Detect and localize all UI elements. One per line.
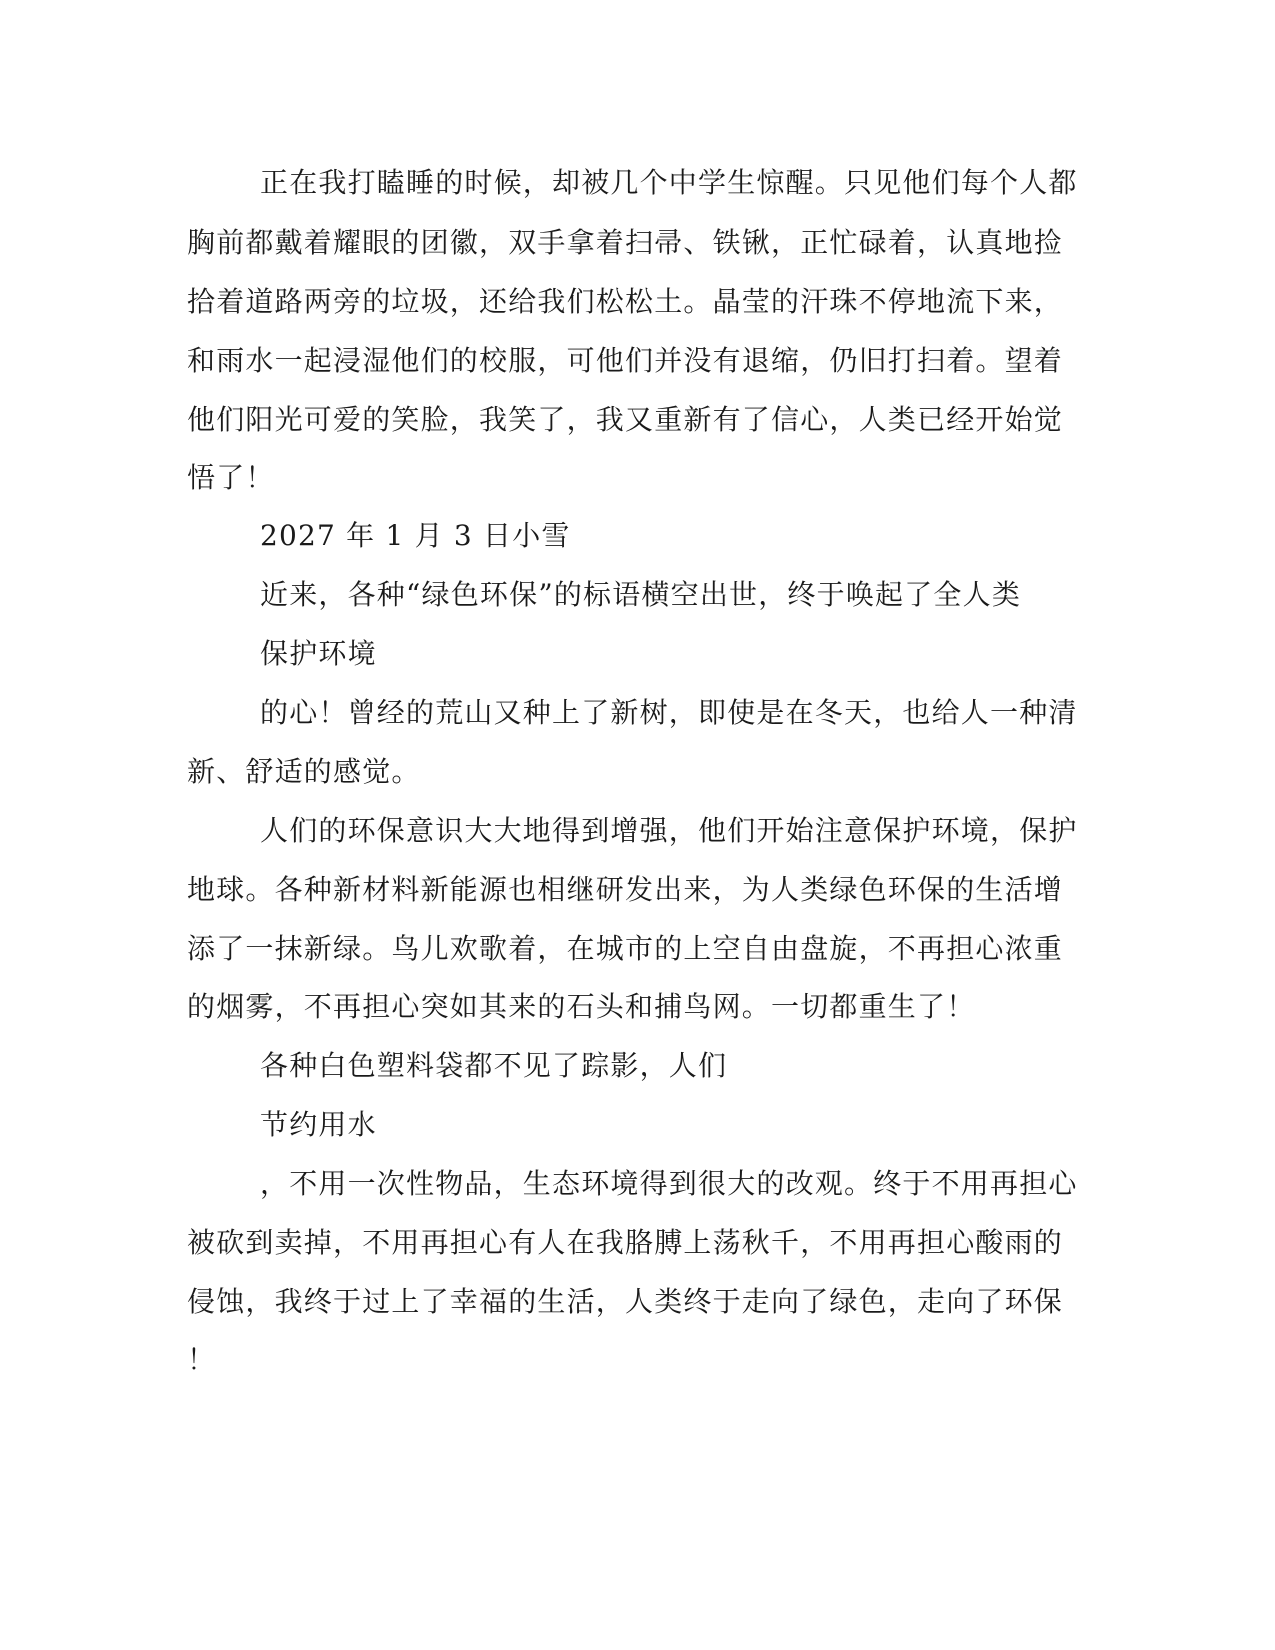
paragraph-line: 的心！曾经的荒山又种上了新树，即使是在冬天，也给人一种清: [260, 696, 1078, 729]
paragraph-line: 和雨水一起浸湿他们的校服，可他们并没有退缩，仍旧打扫着。望着: [187, 344, 1064, 377]
date-heading: 2027 年 1 月 3 日小雪: [260, 519, 571, 552]
paragraph-line: 近来，各种“绿色环保”的标语横空出世，终于唤起了全人类: [260, 578, 1022, 611]
paragraph-line: 胸前都戴着耀眼的团徽，双手拿着扫帚、铁锹，正忙碌着，认真地捡: [187, 226, 1064, 259]
paragraph-line: 正在我打瞌睡的时候，却被几个中学生惊醒。只见他们每个人都: [260, 166, 1078, 199]
paragraph-line: 地球。各种新材料新能源也相继研发出来，为人类绿色环保的生活增: [187, 873, 1064, 906]
paragraph-line: 人们的环保意识大大地得到增强，他们开始注意保护环境，保护: [260, 814, 1078, 847]
paragraph-line: 他们阳光可爱的笑脸，我笑了，我又重新有了信心，人类已经开始觉: [187, 403, 1064, 436]
paragraph-line: ，不用一次性物品，生态环境得到很大的改观。终于不用再担心: [260, 1167, 1078, 1200]
paragraph-line: 新、舒适的感觉。: [187, 755, 421, 788]
paragraph-line: ！: [187, 1343, 217, 1376]
paragraph-line: 侵蚀，我终于过上了幸福的生活，人类终于走向了绿色，走向了环保: [187, 1285, 1064, 1318]
paragraph-line: 保护环境: [260, 637, 377, 670]
paragraph-line: 拾着道路两旁的垃圾，还给我们松松土。晶莹的汗珠不停地流下来，: [187, 285, 1064, 318]
paragraph-line: 添了一抹新绿。鸟儿欢歌着，在城市的上空自由盘旋，不再担心浓重: [187, 932, 1064, 965]
paragraph-line: 的烟雾，不再担心突如其来的石头和捕鸟网。一切都重生了！: [187, 990, 976, 1023]
paragraph-line: 节约用水: [260, 1108, 377, 1141]
paragraph-line: 被砍到卖掉，不用再担心有人在我胳膊上荡秋千，不用再担心酸雨的: [187, 1226, 1064, 1259]
paragraph-line: 悟了！: [187, 461, 275, 494]
paragraph-line: 各种白色塑料袋都不见了踪影，人们: [260, 1049, 728, 1082]
